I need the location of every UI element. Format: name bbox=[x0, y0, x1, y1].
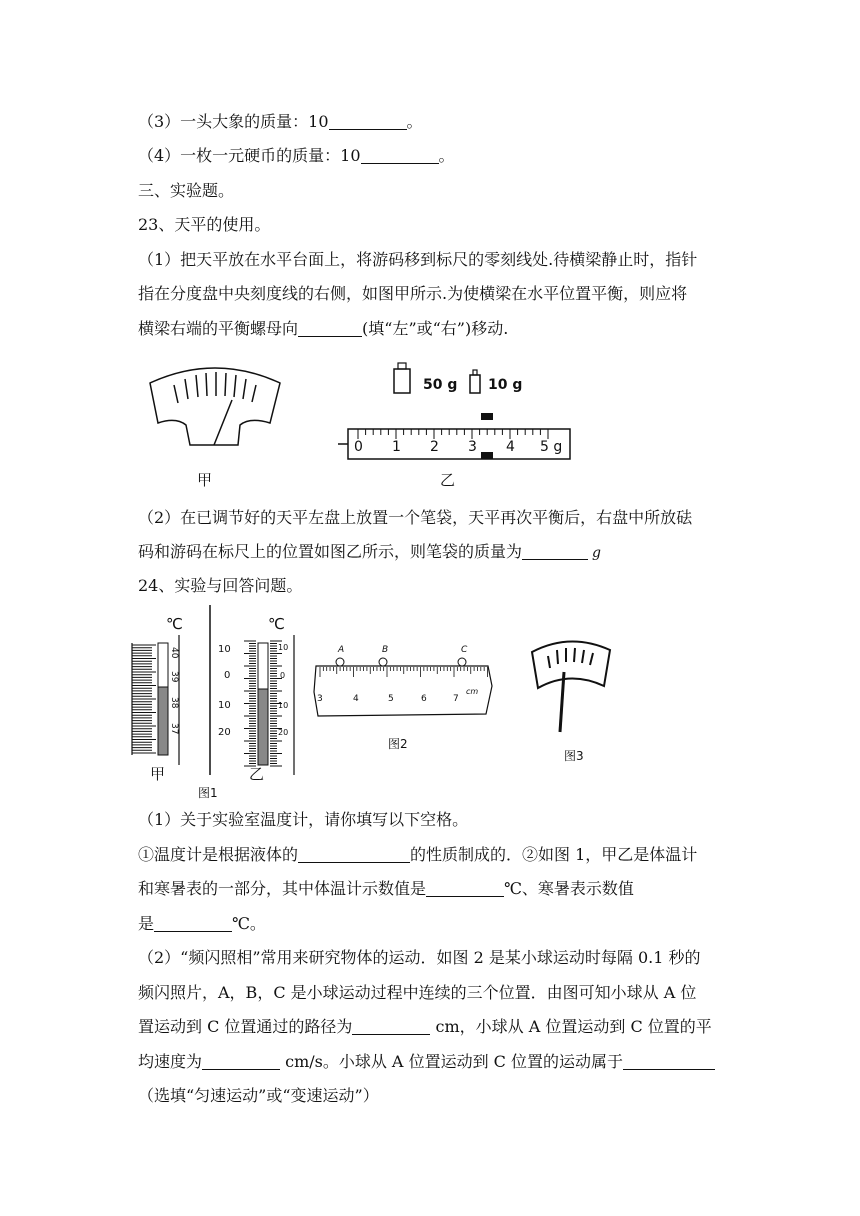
rider-top-icon bbox=[481, 413, 493, 420]
answer-blank[interactable] bbox=[361, 147, 439, 164]
q24-1-text bbox=[138, 914, 266, 934]
answer-blank[interactable] bbox=[623, 1053, 715, 1070]
q23-1-text bbox=[138, 319, 508, 339]
balance-dial-icon bbox=[532, 641, 610, 688]
unit-celsius: ℃ bbox=[166, 615, 183, 633]
q24-1-text bbox=[138, 845, 697, 865]
tick-label: 5 bbox=[388, 694, 394, 704]
unit-label: cm bbox=[466, 687, 479, 696]
tick-label: 38 bbox=[169, 697, 179, 709]
q24-1-text: （1）关于实验室温度计，请你填写以下空格。 bbox=[138, 810, 469, 829]
ball-b-icon bbox=[379, 658, 387, 666]
text: 。 bbox=[438, 146, 455, 165]
weight-50g-knob-icon bbox=[398, 363, 406, 369]
weight-50g-label: 50 g bbox=[423, 377, 458, 393]
clinical-mercury-column bbox=[158, 687, 168, 755]
weight-10g-icon bbox=[470, 375, 480, 393]
unit-g: g bbox=[592, 545, 601, 561]
answer-blank[interactable] bbox=[522, 543, 588, 560]
section-heading: 三、实验题。 bbox=[138, 181, 235, 200]
q23-title: 23、天平的使用。 bbox=[138, 215, 271, 234]
q24-1-text bbox=[138, 879, 634, 899]
q24-2-text bbox=[138, 1052, 715, 1072]
tick-label: 10 bbox=[278, 701, 289, 710]
dial-pointer-icon bbox=[560, 672, 564, 732]
q22-3 bbox=[138, 112, 423, 132]
dial-figure bbox=[520, 630, 630, 770]
ruler-figure bbox=[310, 640, 500, 755]
label-yi: 乙 bbox=[440, 471, 456, 489]
tick-label: 37 bbox=[169, 723, 179, 735]
q24-2-text: （2）“频闪照相”常用来研究物体的运动．如图 2 是某小球运动时每隔 0.1 秒的 bbox=[138, 948, 701, 967]
text: 。 bbox=[406, 112, 423, 131]
tick-label: 7 bbox=[453, 694, 459, 704]
weight-50g-icon bbox=[394, 369, 410, 393]
text: cm/s。小球从 A 位置运动到 C 位置的运动属于 bbox=[280, 1052, 623, 1071]
tick-label: 10 bbox=[218, 700, 231, 711]
answer-blank[interactable] bbox=[298, 320, 362, 337]
tick-label: 40 bbox=[169, 647, 179, 659]
answer-blank[interactable] bbox=[202, 1053, 280, 1070]
balance-dial-icon bbox=[150, 368, 280, 445]
tick-label: 3 bbox=[317, 694, 323, 704]
text: 横梁右端的平衡螺母向 bbox=[138, 319, 299, 338]
text: 置运动到 C 位置通过的路径为 bbox=[138, 1017, 353, 1036]
tick-label: 0 bbox=[224, 670, 231, 681]
tick-label: 20 bbox=[218, 727, 231, 738]
text: （3）一头大象的质量：10 bbox=[138, 112, 329, 131]
point-label-c: C bbox=[461, 645, 468, 655]
text: 码和游码在标尺上的位置如图乙所示，则笔袋的质量为 bbox=[138, 542, 523, 561]
text: （4）一枚一元硬币的质量：10 bbox=[138, 146, 361, 165]
q24-2-text bbox=[138, 1017, 712, 1037]
ruler-tick-label: 2 bbox=[430, 439, 439, 455]
label-jia: 甲 bbox=[150, 765, 166, 783]
label-yi: 乙 bbox=[249, 765, 265, 783]
ruler-tick-label: 3 bbox=[468, 439, 477, 455]
q23-2-text: （2）在已调节好的天平左盘上放置一个笔袋，天平再次平衡后，右盘中所放砝 bbox=[138, 508, 693, 527]
ruler-tick-label: 0 bbox=[354, 439, 363, 455]
answer-blank[interactable] bbox=[329, 113, 407, 130]
q22-4 bbox=[138, 146, 455, 166]
answer-blank[interactable] bbox=[426, 880, 504, 897]
ruler-tick-label: 1 bbox=[392, 439, 401, 455]
text: ℃、寒暑表示数值 bbox=[504, 879, 634, 898]
label-jia: 甲 bbox=[197, 471, 213, 489]
thermometer-figure bbox=[128, 605, 298, 800]
text: 均速度为 bbox=[138, 1052, 203, 1071]
ball-a-icon bbox=[336, 658, 344, 666]
text: 和寒暑表的一部分，其中体温计示数值是 bbox=[138, 879, 427, 898]
tick-label: 20 bbox=[278, 728, 289, 737]
ruler-tick-label: 5 g bbox=[540, 439, 563, 455]
text: (填“左”或“右”)移动. bbox=[362, 319, 509, 338]
ruler-tick-label: 4 bbox=[506, 439, 515, 455]
unit-celsius: ℃ bbox=[268, 615, 285, 633]
figure-caption: 图3 bbox=[564, 749, 584, 763]
tick-label: 4 bbox=[353, 694, 359, 704]
text: cm，小球从 A 位置运动到 C 位置的平 bbox=[430, 1017, 712, 1036]
text: ①温度计是根据液体的 bbox=[138, 845, 299, 864]
weight-10g-label: 10 g bbox=[488, 377, 523, 393]
tick-label: 10 bbox=[218, 644, 231, 655]
ball-c-icon bbox=[458, 658, 466, 666]
text: ℃。 bbox=[232, 914, 266, 933]
balance-figure bbox=[140, 355, 580, 495]
hanshu-liquid-column bbox=[258, 689, 268, 765]
q24-2-text: （选填“匀速运动”或“变速运动”） bbox=[138, 1086, 379, 1105]
point-label-b: B bbox=[382, 645, 389, 655]
answer-blank[interactable] bbox=[154, 915, 232, 932]
figure-caption: 图1 bbox=[198, 786, 218, 800]
tick-label: 0 bbox=[280, 671, 286, 680]
answer-blank[interactable] bbox=[352, 1018, 430, 1035]
figure-caption: 图2 bbox=[388, 737, 408, 751]
rider-bottom-icon bbox=[481, 452, 493, 459]
point-label-a: A bbox=[338, 645, 345, 655]
tick-label: 39 bbox=[169, 671, 179, 683]
q24-2-text: 频闪照片，A，B，C 是小球运动过程中连续的三个位置．由图可知小球从 A 位 bbox=[138, 983, 697, 1002]
text: 的性质制成的．②如图 1，甲乙是体温计 bbox=[410, 845, 698, 864]
tick-label: 6 bbox=[421, 694, 427, 704]
answer-blank[interactable] bbox=[298, 846, 410, 863]
text: 是 bbox=[138, 914, 155, 933]
tick-label: 10 bbox=[278, 643, 289, 652]
q23-1-text: 指在分度盘中央刻度线的右侧，如图甲所示.为使横梁在水平位置平衡，则应将 bbox=[138, 284, 688, 303]
q24-title: 24、实验与回答问题。 bbox=[138, 576, 303, 595]
q23-2-text bbox=[138, 542, 601, 563]
q23-1-text: （1）把天平放在水平台面上，将游码移到标尺的零刻线处.待横梁静止时，指针 bbox=[138, 250, 698, 269]
